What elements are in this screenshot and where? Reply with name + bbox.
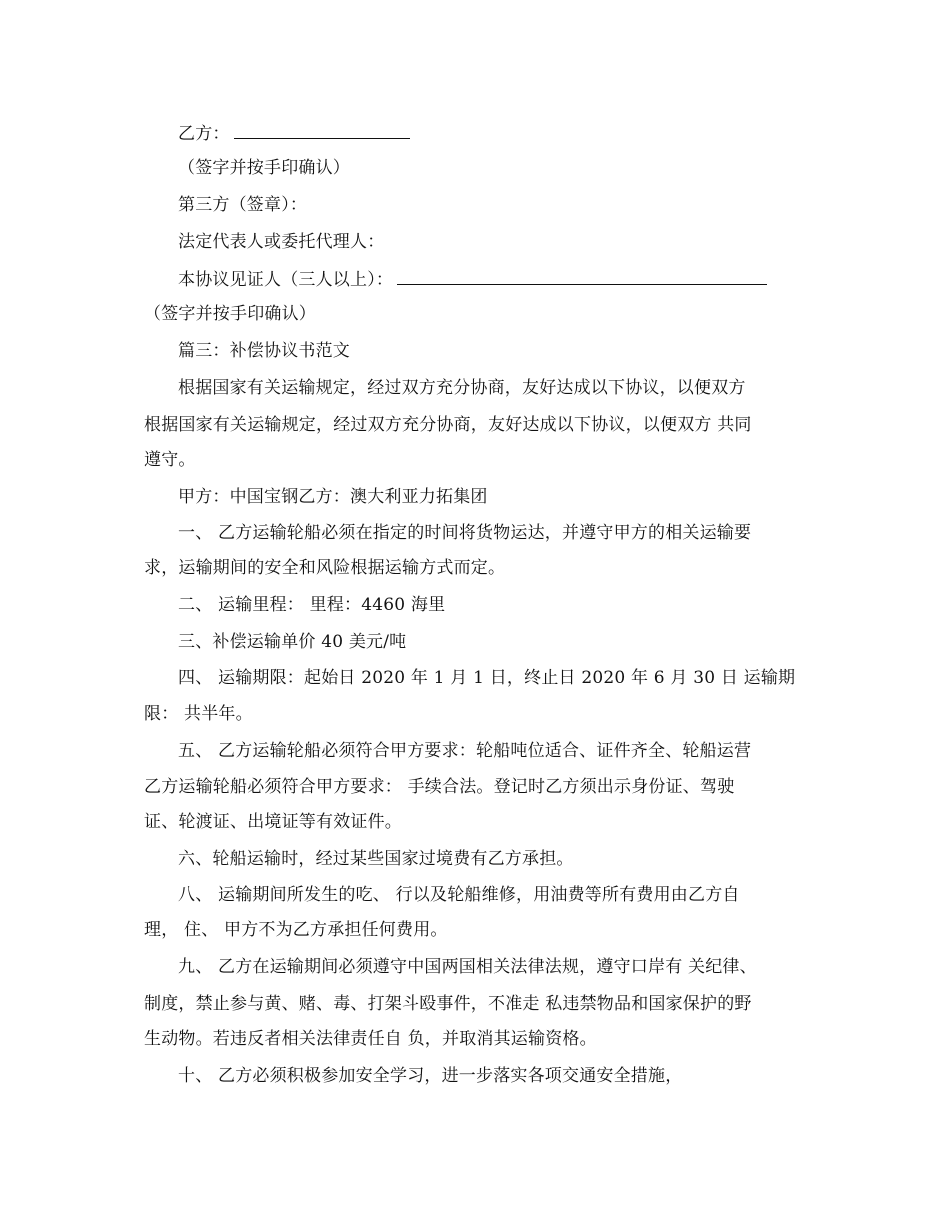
party-b-signature-line [178, 122, 410, 145]
text-line: 限： 共半年。 [144, 704, 253, 724]
text-line: 本协议见证人（三人以上）： [178, 270, 394, 290]
text-line: 十、 乙方必须积极参加安全学习，进一步落实各项交通安全措施， [178, 1066, 683, 1086]
text-line: 三、补偿运输单价 40 美元/吨 [178, 632, 407, 652]
text-line: 根据国家有关运输规定，经过双方充分协商，友好达成以下协议，以便双方 共同 [144, 415, 752, 435]
text-line: 八、 运输期间所发生的吃、 行以及轮船维修，用油费等所有费用由乙方自 [178, 885, 740, 905]
text-line: 证、轮渡证、出境证等有效证件。 [144, 812, 402, 832]
text-line: 遵守。 [144, 450, 196, 470]
text-line: 求，运输期间的安全和风险根据运输方式而定。 [144, 558, 506, 578]
text-line: 制度，禁止参与黄、赌、毒、打架斗殴事件，不准走 私违禁物品和国家保护的野 [144, 994, 752, 1014]
text-line: 乙方： [178, 124, 230, 144]
section-heading: 篇三：补偿协议书范文 [178, 341, 350, 361]
text-line: 四、 运输期限：起始日 2020 年 1 月 1 日，终止日 2020 年 6 月 30 日 运输期 [178, 668, 796, 688]
text-line: 五、 乙方运输轮船必须符合甲方要求：轮船吨位适合、证件齐全、轮船运营 [178, 741, 752, 761]
witness-signature-line [178, 268, 767, 291]
text-line: 二、 运输里程： 里程：4460 海里 [178, 595, 446, 615]
text-line: 理， 住、 甲方不为乙方承担任何费用。 [144, 920, 448, 940]
signature-blank [397, 268, 767, 285]
text-line: （签字并按手印确认） [144, 304, 316, 324]
text-line: 根据国家有关运输规定，经过双方充分协商，友好达成以下协议，以便双方 [178, 378, 746, 398]
text-line: 法定代表人或委托代理人： [178, 232, 385, 252]
text-line: 生动物。若违反者相关法律责任自 负，并取消其运输资格。 [144, 1029, 597, 1049]
text-line: （签字并按手印确认） [178, 158, 350, 178]
signature-blank [234, 122, 410, 139]
text-line: 乙方运输轮船必须符合甲方要求： 手续合法。登记时乙方须出示身份证、驾驶 [144, 777, 735, 797]
text-line: 第三方（签章）： [178, 195, 308, 215]
text-line: 九、 乙方在运输期间必须遵守中国两国相关法律法规，遵守口岸有 关纪律、 [178, 957, 757, 977]
text-line: 一、 乙方运输轮船必须在指定的时间将货物运达，并遵守甲方的相关运输要 [178, 523, 752, 543]
text-line: 六、轮船运输时，经过某些国家过境费有乙方承担。 [178, 849, 574, 869]
text-line: 甲方：中国宝钢乙方：澳大利亚力拓集团 [178, 487, 488, 507]
